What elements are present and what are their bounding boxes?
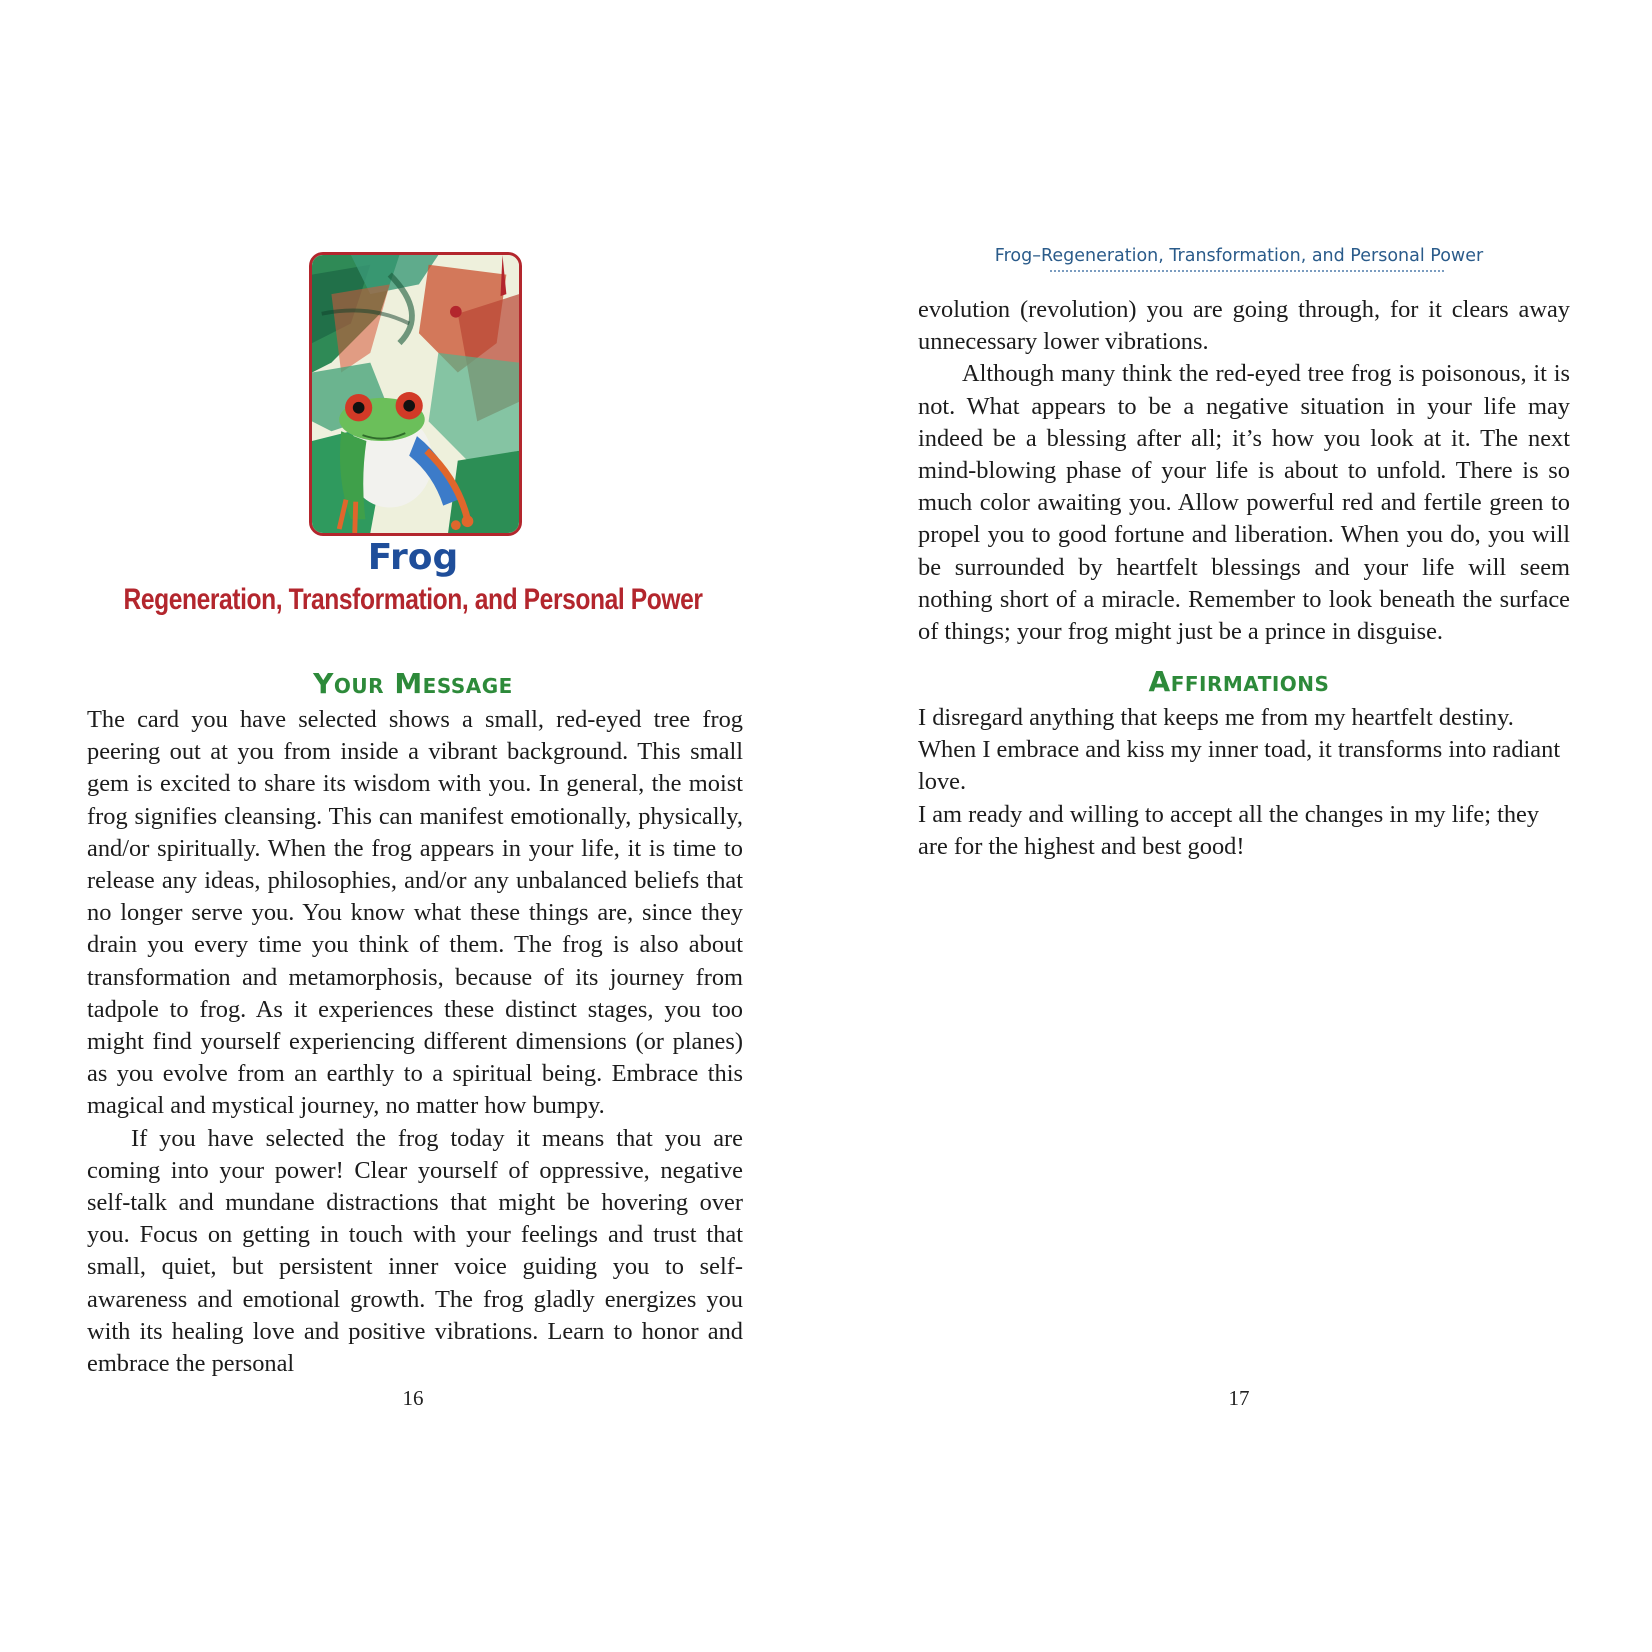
running-head-rule	[1050, 270, 1444, 272]
paragraph: The card you have selected shows a small, red-eyed tree frog peering out at you from inside a vibrant background. This small gem is excited to share its wisdom with you. In general, the moist frog signifies cleansing. This can manifest emotionally, physically, and/or spiritually. When the frog appears in your life, it is time to release any ideas, philosophies, and/or any unbalanced beliefs that no longer serve you. You know what these things are, since they drain you every time you think of them. The frog is also about transformation and metamorphosis, because of its journey from tadpole to frog. As it experiences these distinct stages, you too might find yourself experiencing different dimensions (or planes) as you evolve from an earthly to a spiritual being. Embrace this magical and mystical journey, no matter how bumpy.	[87, 706, 743, 1120]
right-page	[826, 0, 1652, 1652]
page-number: 16	[402, 1386, 424, 1410]
paragraph: evolution (revolution) you are going through, for it clears away unnecessary lower vibrations.	[918, 296, 1570, 356]
your-message-heading: Your Message	[313, 667, 513, 700]
affirmation: I disregard anything that keeps me from my heartfelt destiny.	[918, 704, 1514, 731]
card-subtitle: Regeneration, Transformation, and Personal Power	[123, 583, 703, 616]
affirmation: When I embrace and kiss my inner toad, it transforms into radiant love.	[918, 736, 1561, 796]
paragraph: If you have selected the frog today it means that you are coming into your power! Clear yourself of oppressive, negative self-talk and mundane distractions that might be hovering over you. Focus on getting in touch with your feelings and trust that small, quiet, but persistent inner voice guiding you to self-awareness and emotional growth. The frog gladly energizes you with its healing love and positive vibrations. Learn to honor and embrace the personal	[87, 1124, 743, 1378]
paragraph: Although many think the red-eyed tree frog is poisonous, it is not. What appears to be a negative situation in your life may indeed be a blessing after all; it’s how you look at it. The next mind-blowing phase of your life is about to unfold. There is so much color awaiting you. Allow powerful red and fertile green to propel you to good fortune and liberation. When you do, you will be surrounded by heartfelt blessings and your life will seem nothing short of a miracle. Remember to look beneath the surface of things; your frog might just be a prince in disguise.	[918, 360, 1570, 646]
affirmations-list	[918, 702, 1570, 863]
card-title: Frog	[367, 537, 459, 578]
page-number: 17	[1228, 1386, 1250, 1410]
frog-card-image	[309, 252, 522, 536]
running-head: Frog–Regeneration, Transformation, and Personal Power	[994, 246, 1484, 266]
continued-message-body	[918, 294, 1570, 648]
frog-illustration-icon	[312, 255, 519, 533]
affirmation: I am ready and willing to accept all the changes in my life; they are for the highest and best good!	[918, 800, 1540, 860]
your-message-body	[87, 704, 743, 1380]
affirmations-heading: Affirmations	[1148, 665, 1330, 698]
